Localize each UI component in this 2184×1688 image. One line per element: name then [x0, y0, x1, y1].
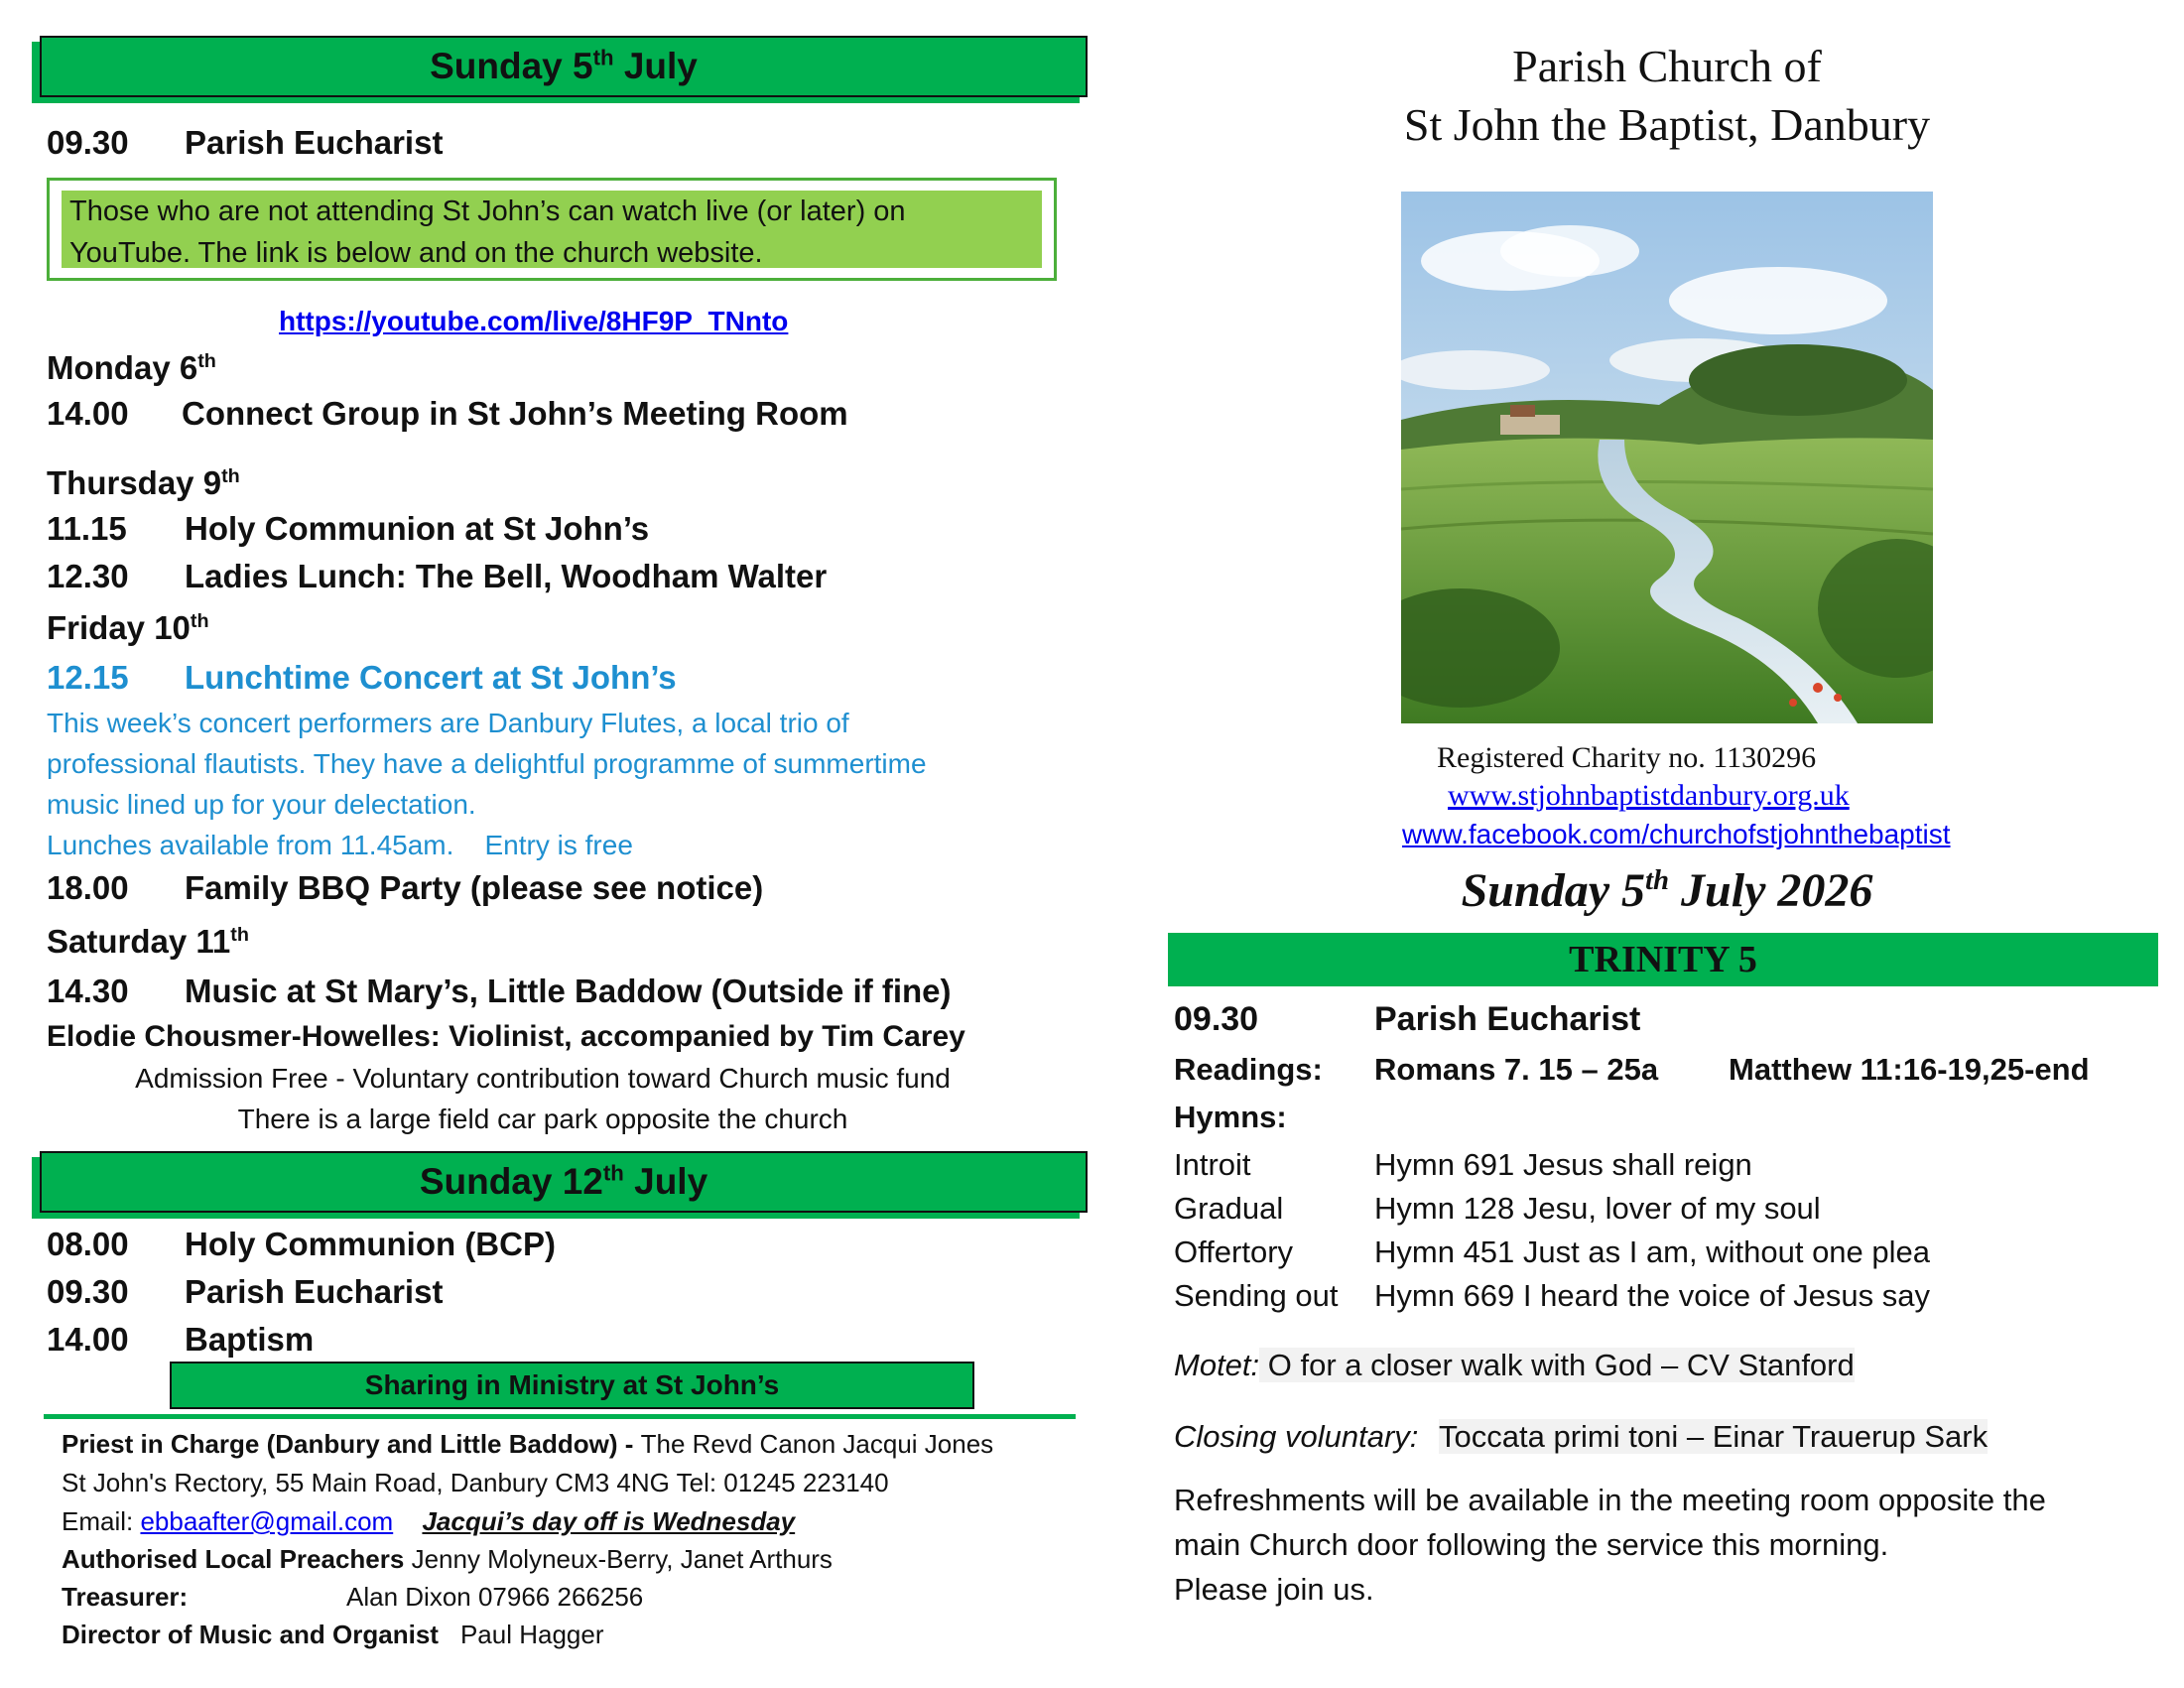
friday-heading: Friday 10th: [47, 609, 209, 646]
email-line: Email: ebbaafter@gmail.com Jacqui’s day off is Wednesday: [62, 1506, 796, 1536]
landscape-image: [1401, 192, 1933, 723]
voluntary-line: Closing voluntary: Toccata primi toni – Einar Trauerup Sark: [1174, 1419, 1989, 1454]
concert-line-3: music lined up for your delectation.: [47, 789, 476, 820]
refreshments-line-2: main Church door following the service this morning.: [1174, 1527, 1889, 1562]
preachers-line: Authorised Local Preachers Jenny Molyneux-Berry, Janet Arthurs: [62, 1544, 833, 1574]
priest-line: Priest in Charge (Danbury and Little Baddow) - The Revd Canon Jacqui Jones: [62, 1429, 994, 1459]
refreshments-line-3: Please join us.: [1174, 1572, 1374, 1607]
service-date: Sunday 5th July 2026: [1461, 864, 1873, 917]
concert-line-2: professional flautists. They have a delightful programme of summertime: [47, 748, 927, 779]
charity-number: Registered Charity no. 1130296: [1437, 741, 1817, 774]
facebook-link[interactable]: www.facebook.com/churchofstjohnthebaptist: [1402, 819, 1951, 849]
church-title-1: Parish Church of: [1512, 41, 1822, 91]
landscape-illustration: [1401, 192, 1933, 723]
website-link[interactable]: www.stjohnbaptistdanbury.org.uk: [1448, 779, 1850, 812]
concert-line-1: This week’s concert performers are Danbury Flutes, a local trio of: [47, 708, 849, 738]
treasurer-line: Treasurer: Alan Dixon 07966 266256: [62, 1582, 644, 1612]
time: 09.30: [47, 124, 129, 161]
carpark-line: There is a large field car park opposite the church: [237, 1104, 848, 1134]
address-line: St John's Rectory, 55 Main Road, Danbury CM3 4NG Tel: 01245 223140: [62, 1468, 889, 1497]
day-off: Jacqui’s day off is Wednesday: [422, 1506, 796, 1536]
event-label: Parish Eucharist: [185, 124, 444, 161]
concert-line-4: Lunches available from 11.45am. Entry is free: [47, 830, 633, 860]
ministry-divider: [44, 1414, 1076, 1419]
director-line: Director of Music and Organist Paul Hagger: [62, 1620, 604, 1649]
saturday-heading: Saturday 11th: [47, 923, 249, 960]
monday-heading: Monday 6th: [47, 349, 216, 386]
email-link[interactable]: ebbaafter@gmail.com: [140, 1506, 394, 1536]
sunday-5-banner: Sunday 5th July: [40, 36, 1088, 97]
reading-1: Romans 7. 15 – 25a: [1374, 1052, 1659, 1087]
trinity-banner: TRINITY 5: [1168, 933, 2158, 986]
church-title-2: St John the Baptist, Danbury: [1403, 99, 1931, 150]
violinist-line: Elodie Chousmer-Howelles: Violinist, accompanied by Tim Carey: [47, 1020, 965, 1053]
thursday-heading: Thursday 9th: [47, 464, 240, 501]
sunday-12-banner: Sunday 12th July: [40, 1151, 1088, 1213]
youtube-link[interactable]: https://youtube.com/live/8HF9P_TNnto: [279, 306, 789, 336]
ministry-heading: Sharing in Ministry at St John’s: [170, 1362, 974, 1409]
youtube-note: Those who are not attending St John’s can watch live (or later) on YouTube. The link is below and on the church website.: [62, 191, 1042, 268]
motet-line: Motet: O for a closer walk with God – CV Stanford: [1174, 1348, 1855, 1382]
admission-line: Admission Free - Voluntary contribution toward Church music fund: [135, 1063, 951, 1094]
youtube-note-box: [47, 178, 1057, 281]
refreshments-line-1: Refreshments will be available in the meeting room opposite the: [1174, 1483, 2046, 1517]
reading-2: Matthew 11:16-19,25-end: [1729, 1052, 2090, 1087]
